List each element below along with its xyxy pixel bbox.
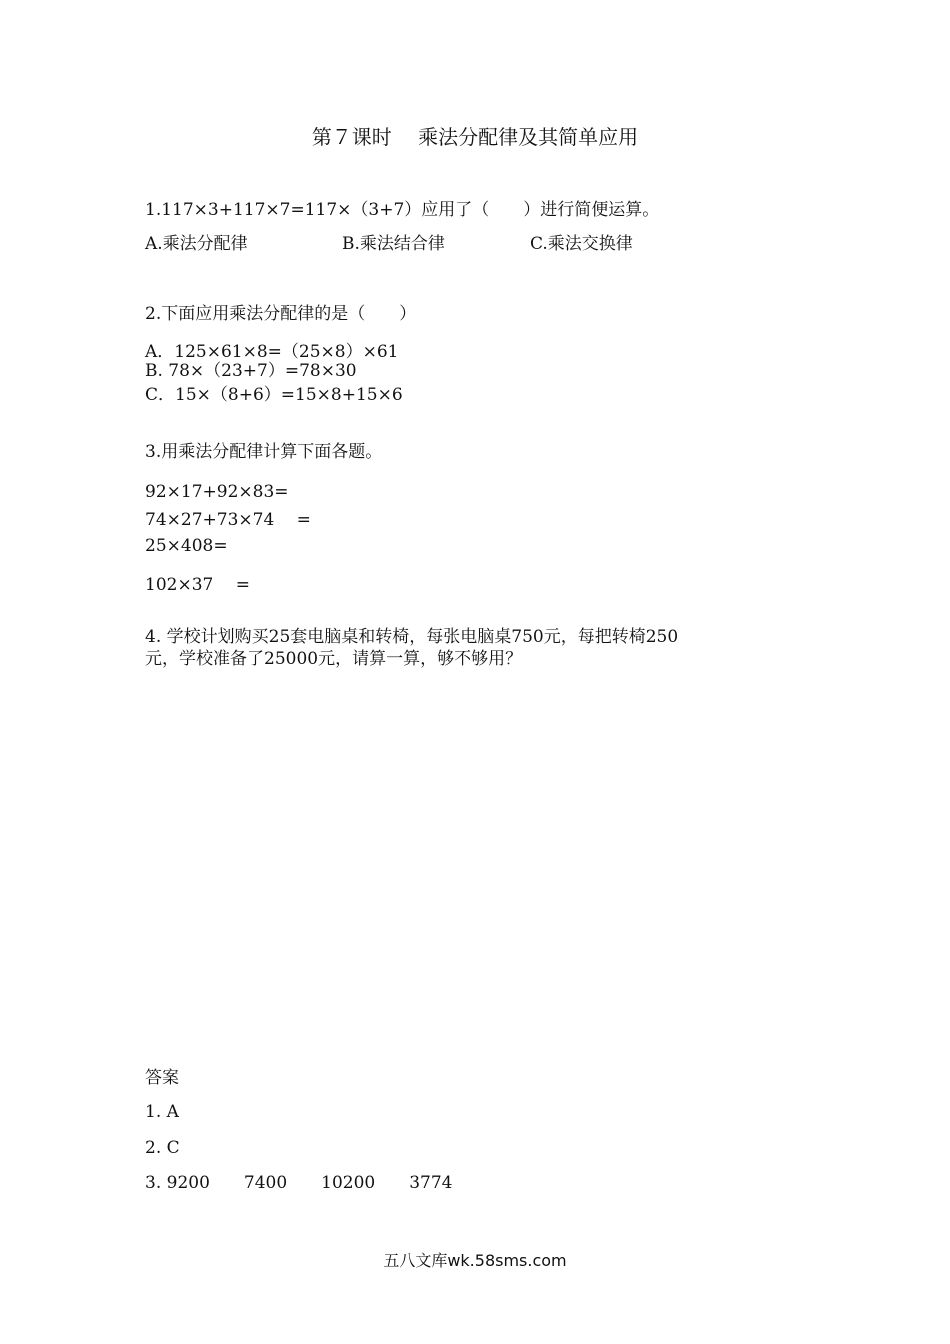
answer-line-1: 1. A [145, 1102, 179, 1122]
question-3-item-4: 102×37 = [145, 575, 250, 595]
question-1-option-c: C.乘法交换律 [530, 234, 633, 254]
answer-line-2: 2. C [145, 1138, 180, 1158]
answer-line-3: 3. 9200 7400 10200 3774 [145, 1173, 453, 1193]
question-2-option-c: C．15×（8+6）=15×8+15×6 [145, 385, 403, 405]
question-2-option-b: B. 78×（23+7）=78×30 [145, 361, 357, 381]
question-3-item-2: 74×27+73×74 = [145, 510, 311, 530]
footer-source-text: 五八文库wk.58sms.com [383, 1251, 567, 1270]
question-1-options [145, 233, 765, 255]
question-4-line-1: 4. 学校计划购买25套电脑桌和转椅，每张电脑桌750元，每把转椅250 [145, 627, 679, 647]
worksheet-title: 第７课时 乘法分配律及其简单应用 [311, 125, 639, 149]
question-3-text: 3.用乘法分配律计算下面各题。 [145, 442, 383, 462]
question-2-option-a: A．125×61×8=（25×8）×61 [145, 342, 399, 362]
question-2-text: 2.下面应用乘法分配律的是（ ） [145, 304, 417, 324]
question-3-item-3: 25×408= [145, 536, 228, 556]
answers-heading: 答案 [145, 1068, 179, 1088]
question-4-line-2: 元，学校准备了25000元，请算一算，够不够用？ [145, 649, 523, 669]
question-1-option-b: B.乘法结合律 [342, 234, 445, 254]
question-1-option-a: A.乘法分配律 [145, 234, 248, 254]
question-1-text: 1.117×3+117×7=117×（3+7）应用了（ ）进行简便运算。 [145, 200, 660, 220]
question-3-item-1: 92×17+92×83= [145, 482, 289, 502]
